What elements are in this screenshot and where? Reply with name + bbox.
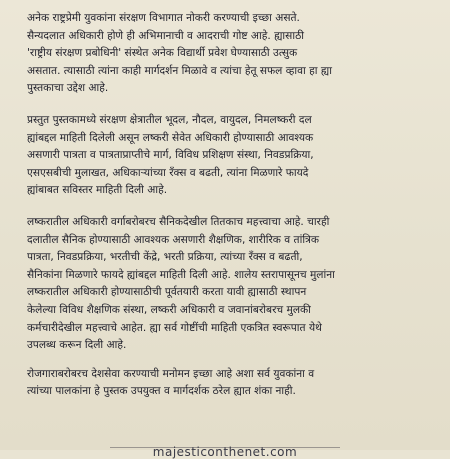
text-line: ह्यांबद्दल माहिती दिलेली असून लष्करी सेवेत अधिकारी होण्यासाठी आवश्यक [27, 131, 314, 144]
text-line: 'राष्ट्रीय संरक्षण प्रबोधिनी' संस्थेत अनेक विद्यार्थी प्रवेश घेण्यासाठी उत्सुक [27, 47, 298, 60]
footer-url: majesticonthenet.com [152, 445, 298, 459]
text-line: उपलब्ध करून दिली आहे. [27, 339, 127, 352]
paragraph-contents [27, 112, 430, 200]
text-line: त्यांच्या पालकांना हे पुस्तक उपयुक्त व मार्गदर्शक ठरेल ह्यात शंका नाही. [27, 385, 296, 398]
text-line: सैन्यदलात अधिकारी होणे ही अभिमानाची व आदराची गोष्ट आहे. ह्यासाठी [27, 29, 304, 42]
text-line: पुस्तकाचा उद्देश आहे. [27, 82, 109, 95]
text-line: प्रस्तुत पुस्तकामध्ये संरक्षण क्षेत्रातील भूदल, नौदल, वायुदल, निमलष्करी दल [27, 113, 312, 126]
text-line: दलातील सैनिक होण्यासाठी आवश्यक असणारी शैक्षणिक, शारीरिक व तांत्रिक [27, 233, 320, 246]
paragraph-closing [27, 366, 430, 401]
text-line: ह्यांबाबत सविस्तर माहिती दिली आहे. [27, 184, 168, 197]
text-line: असणारी पात्रता व पात्रताप्राप्तीचे मार्ग, विविध प्रशिक्षण संस्था, निवडप्रक्रिया, [27, 149, 314, 162]
paragraph-intro [27, 10, 430, 98]
text-line: लष्करातील अधिकारी होण्यासाठीची पूर्वतयारी करता यावी ह्यासाठी स्थापन [27, 286, 307, 299]
text-line: केलेल्या विविध शैक्षणिक संस्था, लष्करी अधिकारी व जवानांबरोबरच मुलकी [27, 303, 311, 316]
text-line: अनेक राष्ट्रप्रेमी युवकांना संरक्षण विभागात नोकरी करण्याची इच्छा असते. [27, 12, 300, 24]
text-line: सैनिकांना मिळणारे फायदे ह्यांबद्दल माहिती दिली आहे. शालेय स्तरापासूनच मुलांना [27, 268, 335, 281]
text-line: असतात. त्यासाठी त्यांना काही मार्गदर्शन मिळावे व त्यांचा हेतू सफल व्हावा हा ह्या [27, 64, 332, 77]
paragraph-soldiers [27, 214, 430, 355]
text-line: एसएसबीची मुलाखत, अधिकाऱ्यांच्या रँक्स व बढती, त्यांना मिळणारे फायदे [27, 166, 309, 179]
text-line: पात्रता, निवडप्रक्रिया, भरतीची केंद्रे, भरती प्रक्रिया, त्यांच्या रँक्स व बढती, [27, 251, 303, 264]
text-line: कर्मचारीदेखील महत्त्वाचे आहेत. ह्या सर्व गोष्टींची माहिती एकत्रित स्वरूपात येथे [27, 321, 322, 334]
text-line: रोजगाराबरोबरच देशसेवा करण्याची मनोमन इच्छा आहे अशा सर्व युवकांना व [27, 367, 315, 380]
text-line: लष्करातील अधिकारी वर्गाबरोबरच सैनिकदेखील तितकाच महत्त्वाचा आहे. चारही [27, 215, 330, 228]
